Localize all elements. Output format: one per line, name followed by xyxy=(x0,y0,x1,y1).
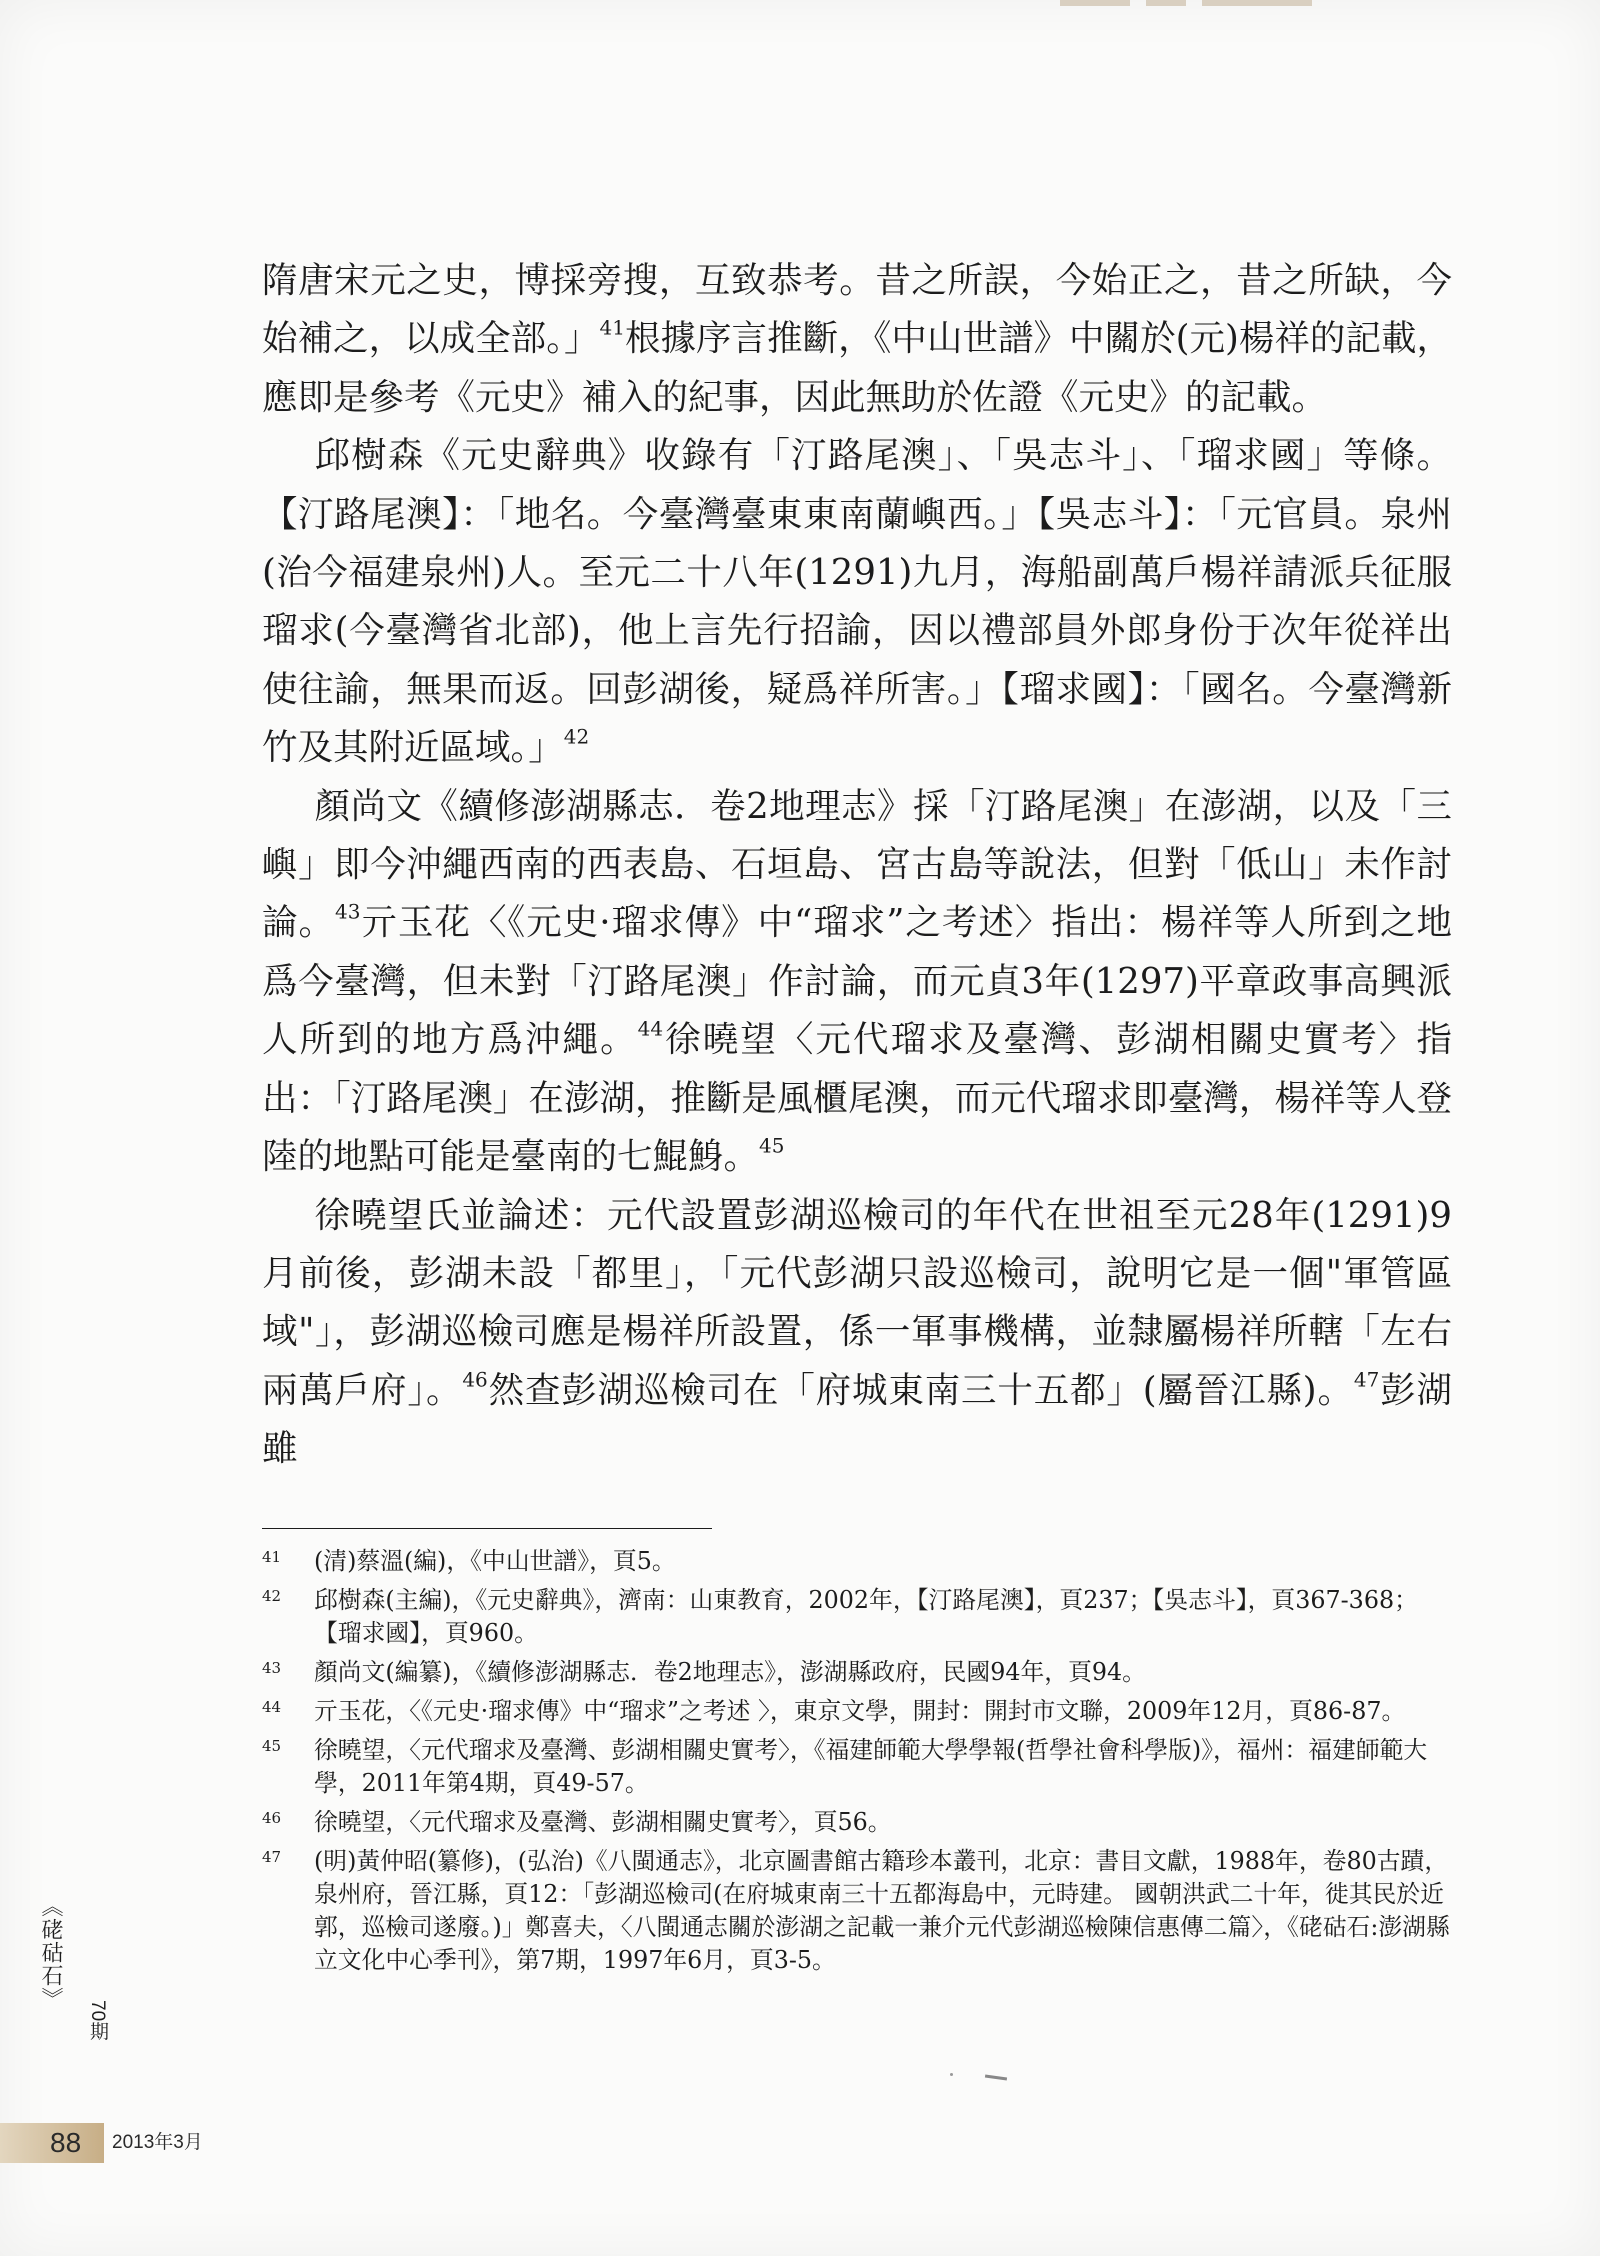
footnote-ref-47[interactable]: 47 xyxy=(1353,1367,1380,1392)
footnote-number: 46 xyxy=(262,1809,282,1827)
paragraph-2: 邱樹森《元史辭典》收錄有「汀路尾澳」、「吳志斗」、「瑠求國」等條。【汀路尾澳】：「地名。今臺灣臺東東南蘭嶼西。」【吳志斗】：「元官員。泉州(治今福建泉州)人。至元二十八年(1291)九月，海船副萬戶楊祥請派兵征服瑠求(今臺灣省北部)，他上言先行招諭，因以禮部員外郎身份于次年從祥出使往諭，無果而返。回彭湖後，疑爲祥所害。」【瑠求國】：「國名。今臺灣新竹及其附近區域。」$^{42}$ xyxy=(262,435,1452,769)
footnote-47 xyxy=(262,1845,1452,1977)
footnote-ref-43[interactable]: 43 xyxy=(335,899,361,924)
footnote-text: 亓玉花，〈《元史·瑠求傳》中“瑠求”之考述 〉，東京文學，開封：開封市文聯，2009年12月，頁86-87。 xyxy=(314,1697,1406,1725)
footnote-text: 顏尚文(編纂)，《續修澎湖縣志．卷2地理志》，澎湖縣政府，民國94年，頁94。 xyxy=(314,1658,1146,1686)
footnote-text: 徐曉望，〈元代瑠求及臺灣、彭湖相關史實考〉，《福建師範大學學報(哲學社會科學版)》，福州：福建師範大學，2011年第4期，頁49-57。 xyxy=(314,1736,1428,1797)
footnote-ref-45[interactable]: 45 xyxy=(759,1133,785,1158)
footnote-number: 47 xyxy=(262,1848,282,1866)
footnote-number: 41 xyxy=(262,1548,282,1566)
footnote-text: 徐曉望，〈元代瑠求及臺灣、彭湖相關史實考〉，頁56。 xyxy=(314,1808,892,1836)
footnote-ref-44[interactable]: 44 xyxy=(637,1016,664,1041)
footnote-text: (清)蔡溫(編)，《中山世譜》，頁5。 xyxy=(314,1547,676,1575)
footnote-42 xyxy=(262,1584,1452,1650)
footnote-45 xyxy=(262,1734,1452,1800)
footnote-ref-46[interactable]: 46 xyxy=(462,1367,488,1392)
page-number: 88 xyxy=(50,2127,82,2158)
footnote-number: 45 xyxy=(262,1737,282,1755)
paragraph-4: 徐曉望氏並論述：元代設置彭湖巡檢司的年代在世祖至元28年(1291)9月前後，彭湖未設「都里」，「元代彭湖只設巡檢司，說明它是一個"軍管區域"」，彭湖巡檢司應是楊祥所設置，係一軍事機構，並隸屬楊祥所轄「左右兩萬戶府」。$^{46}$然查彭湖巡檢司在「府城東南三十五都」(屬晉江縣)。$^{47}$彭湖雖 xyxy=(262,1194,1452,1470)
paragraph-3: 顏尚文《續修澎湖縣志．卷2地理志》採「汀路尾澳」在澎湖，以及「三嶼」即今沖繩西南的西表島、石垣島、宮古島等說法，但對「低山」未作討論。$^{43}$亓玉花〈《元史·瑠求傳》中“瑠求”之考述〉指出：楊祥等人所到之地爲今臺灣，但未對「汀路尾澳」作討論，而元貞3年(1297)平章政事高興派人所到的地方爲沖繩。$^{44}$徐曉望〈元代瑠求及臺灣、彭湖相關史實考〉指出：「汀路尾澳」在澎湖，推斷是風櫃尾澳，而元代瑠求即臺灣，楊祥等人登陸的地點可能是臺南的七鯤鯓。$^{45}$ xyxy=(262,785,1452,1178)
footnote-41 xyxy=(262,1545,1452,1578)
footnote-number: 42 xyxy=(262,1587,282,1605)
footnote-text: 邱樹森(主編)，《元史辭典》，濟南：山東教育，2002年，【汀路尾澳】，頁237；【吳志斗】，頁367-368；【瑠求國】，頁960。 xyxy=(314,1586,1418,1647)
footnote-number: 44 xyxy=(262,1698,282,1716)
scan-speck xyxy=(950,2073,953,2076)
footnotes xyxy=(262,1545,1452,1983)
footnote-44 xyxy=(262,1695,1452,1728)
issue-date: 2013年3月 xyxy=(112,2132,203,2153)
paragraph-1: 隋唐宋元之史，博採旁搜，互致恭考。昔之所誤，今始正之，昔之所缺，今始補之，以成全部。」$^{41}$根據序言推斷，《中山世譜》中關於(元)楊祥的記載，應即是參考《元史》補入的紀事，因此無助於佐證《元史》的記載。 xyxy=(262,260,1452,418)
footnote-43 xyxy=(262,1656,1452,1689)
scan-mark xyxy=(985,2074,1007,2080)
footnote-number: 43 xyxy=(262,1659,282,1677)
top-edge-mark xyxy=(1060,0,1360,8)
journal-title: 《硓𥑮石》 xyxy=(38,1895,63,2010)
footnote-separator xyxy=(262,1528,712,1529)
article-body xyxy=(262,252,1452,1479)
footnote-46 xyxy=(262,1806,1452,1839)
issue-number: 70期 xyxy=(87,2000,108,2041)
footnote-ref-41[interactable]: 41 xyxy=(599,315,625,340)
footnote-ref-42[interactable]: 42 xyxy=(563,724,590,749)
footnote-text: (明)黃仲昭(纂修)，(弘治)《八閩通志》，北京圖書館古籍珍本叢刊，北京：書目文獻，1988年，卷80古蹟，泉州府，晉江縣，頁12：「彭湖巡檢司(在府城東南三十五都海島中，元時建。 國朝洪武二十年，徙其民於近郭，巡檢司遂廢。)」鄭喜夫，〈八閩通志關於澎湖之記載一兼介元代彭湖巡檢陳信惠傳二篇〉，《硓𥑮石:澎湖縣立文化中心季刊》，第7期，1997年6月，頁3-5。 xyxy=(314,1847,1450,1974)
